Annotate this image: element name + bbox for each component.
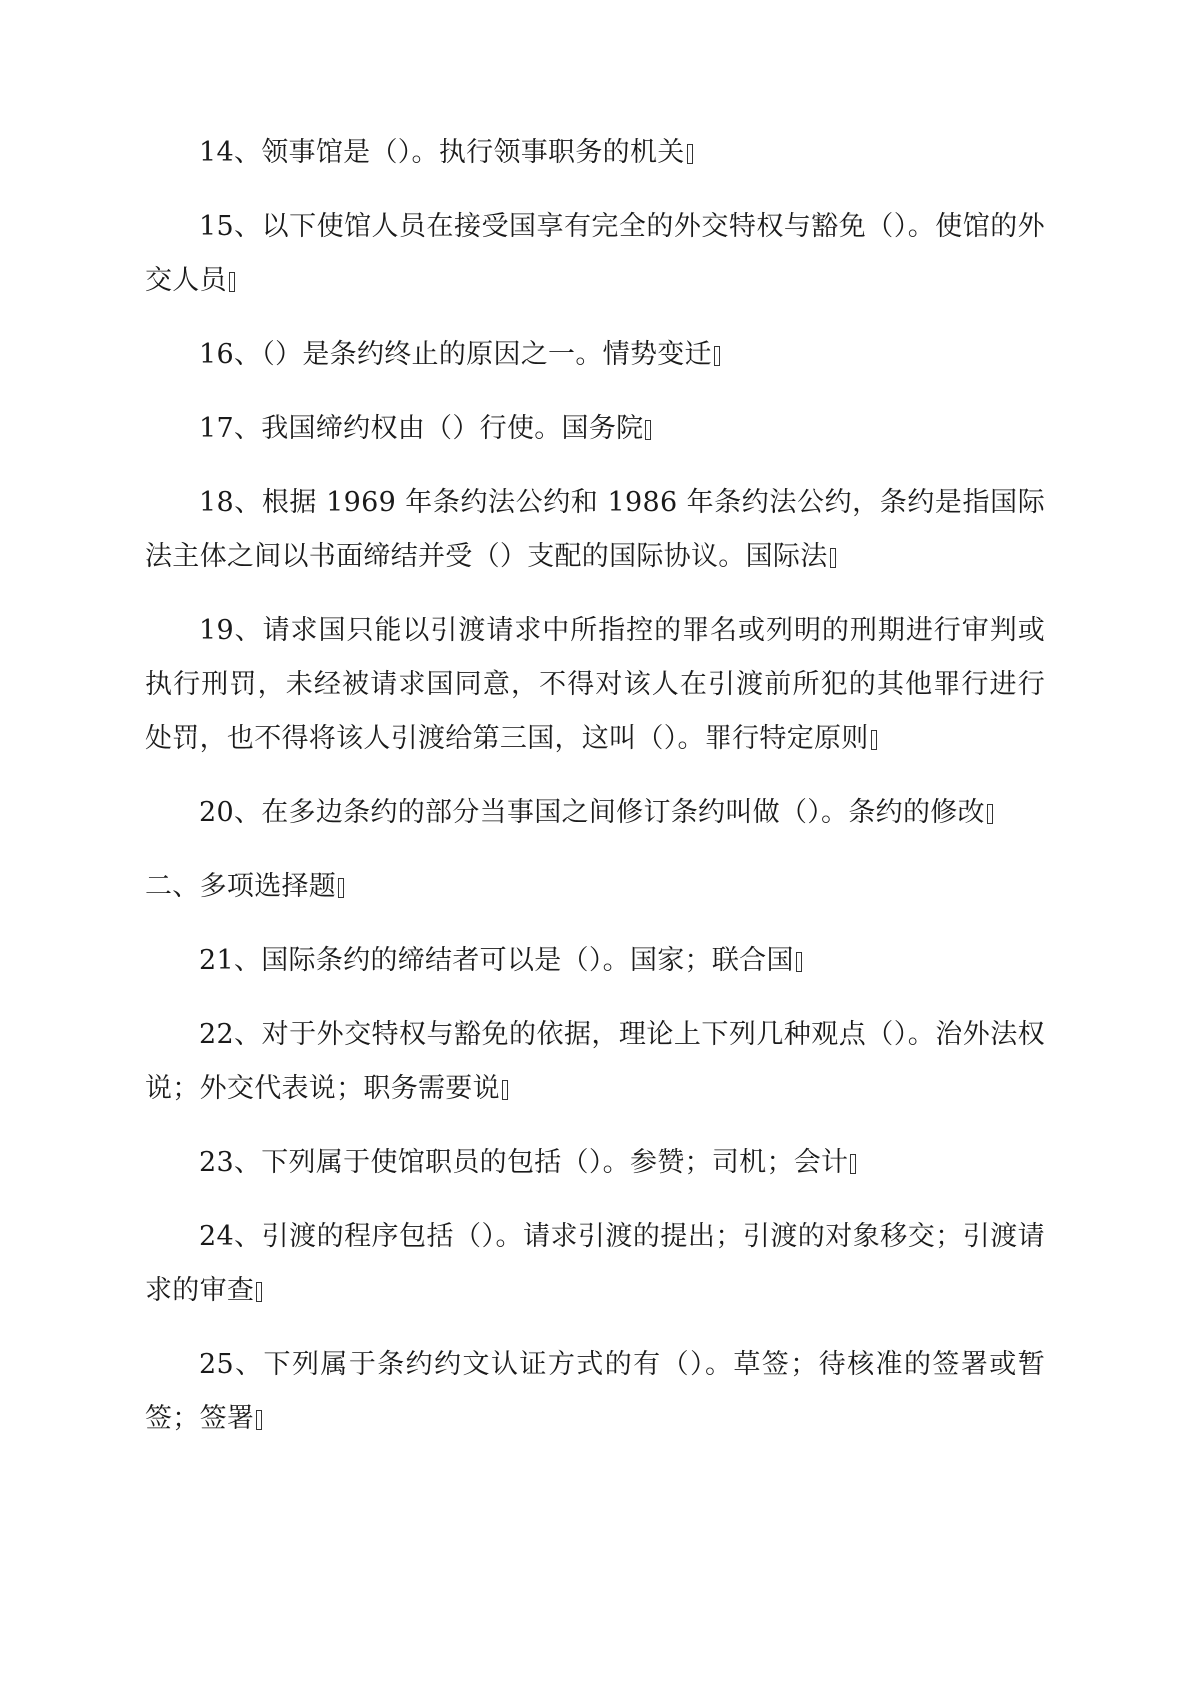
paragraph-text: 17、我国缔约权由（）行使。国务院 <box>199 413 644 444</box>
paragraph-text: 18、根据 1969 年条约法公约和 1986 年条约法公约，条约是指国际法主体之间以书面缔结并受（）支配的国际协议。国际法 <box>145 487 1045 572</box>
paragraph-q22 <box>145 1008 1045 1116</box>
paragraph-end-mark-icon <box>714 346 720 366</box>
paragraph-end-mark-icon <box>796 952 802 972</box>
paragraph-q21 <box>145 934 1045 988</box>
section-heading <box>145 860 1045 914</box>
paragraph-text: 16、（）是条约终止的原因之一。情势变迁 <box>199 339 712 370</box>
paragraph-q17 <box>145 402 1045 456</box>
paragraph-text: 24、引渡的程序包括（）。请求引渡的提出；引渡的对象移交；引渡请求的审查 <box>145 1221 1045 1306</box>
paragraph-end-mark-icon <box>338 878 344 898</box>
paragraph-text: 22、对于外交特权与豁免的依据，理论上下列几种观点（）。治外法权说；外交代表说；职务需要说 <box>145 1019 1045 1104</box>
paragraph-end-mark-icon <box>256 1410 262 1430</box>
paragraph-q19 <box>145 604 1045 766</box>
paragraph-text: 23、下列属于使馆职员的包括（）。参赞；司机；会计 <box>199 1147 849 1178</box>
paragraph-text: 21、国际条约的缔结者可以是（）。国家；联合国 <box>199 945 794 976</box>
paragraph-q20 <box>145 786 1045 840</box>
paragraph-q16 <box>145 328 1045 382</box>
paragraph-q24 <box>145 1210 1045 1318</box>
paragraph-end-mark-icon <box>687 144 693 164</box>
paragraph-text: 15、以下使馆人员在接受国享有完全的外交特权与豁免（）。使馆的外交人员 <box>145 211 1045 296</box>
paragraph-end-mark-icon <box>645 420 651 440</box>
paragraph-end-mark-icon <box>850 1154 856 1174</box>
paragraph-end-mark-icon <box>502 1080 508 1100</box>
section-heading-text: 二、多项选择题 <box>145 871 337 902</box>
document-body <box>145 126 1045 1466</box>
paragraph-q25 <box>145 1338 1045 1446</box>
paragraph-q23 <box>145 1136 1045 1190</box>
paragraph-text: 25、下列属于条约约文认证方式的有（）。草签；待核准的签署或暂签；签署 <box>145 1349 1045 1434</box>
paragraph-end-mark-icon <box>256 1282 262 1302</box>
paragraph-q15 <box>145 200 1045 308</box>
paragraph-end-mark-icon <box>987 804 993 824</box>
paragraph-q18 <box>145 476 1045 584</box>
paragraph-q14 <box>145 126 1045 180</box>
paragraph-text: 20、在多边条约的部分当事国之间修订条约叫做（）。条约的修改 <box>199 797 985 828</box>
paragraph-text: 14、领事馆是（）。执行领事职务的机关 <box>199 137 685 168</box>
paragraph-end-mark-icon <box>229 272 235 292</box>
paragraph-text: 19、请求国只能以引渡请求中所指控的罪名或列明的刑期进行审判或执行刑罚，未经被请求国同意，不得对该人在引渡前所犯的其他罪行进行处罚，也不得将该人引渡给第三国，这叫（）。罪行特定原则 <box>145 615 1045 754</box>
paragraph-end-mark-icon <box>871 730 877 750</box>
paragraph-end-mark-icon <box>830 548 836 568</box>
